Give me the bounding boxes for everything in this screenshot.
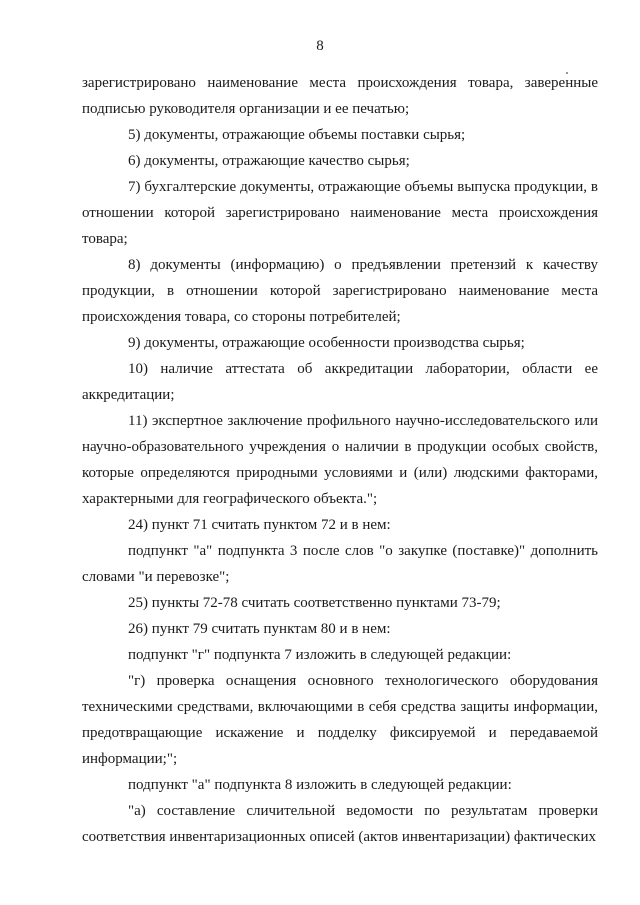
document-body	[82, 70, 598, 850]
paragraph-subpoint-a-3: подпункт "а" подпункта 3 после слов "о закупке (поставке)" дополнить словами "и перевозке";	[82, 543, 598, 585]
paragraph-item-5: 5) документы, отражающие объемы поставки сырья;	[128, 127, 466, 143]
paragraph-continuation: зарегистрировано наименование места происхождения товара, заверенные подписью руководителя организации и ее печатью;	[82, 75, 598, 117]
paragraph-item-8: 8) документы (информацию) о предъявлении претензий к качеству продукции, в отношении которой зарегистрировано наименование места происхождения товара, со стороны потребителей;	[82, 257, 598, 325]
paragraph-item-9: 9) документы, отражающие особенности производства сырья;	[128, 335, 525, 351]
paragraph-item-24: 24) пункт 71 считать пунктом 72 и в нем:	[128, 517, 391, 533]
paragraph-item-26: 26) пункт 79 считать пунктам 80 и в нем:	[128, 621, 391, 637]
paragraph-item-11: 11) экспертное заключение профильного научно-исследовательского или научно-образовательного учреждения о наличии в продукции особых свойств, которые определяются природными условиями и (или) людскими факторами, характерными для географического объекта.";	[82, 413, 598, 507]
paragraph-quote-a: "а) составление сличительной ведомости по результатам проверки соответствия инвентаризационных описей (актов инвентаризации) фактических	[82, 803, 598, 845]
paragraph-quote-g: "г) проверка оснащения основного технологического оборудования техническими средствами, включающими в себя средства защиты информации, предотвращающие искажение и подделку фиксируемой и передаваемой информации;";	[82, 673, 598, 767]
page-number: 8	[316, 38, 324, 54]
paragraph-subpoint-g-7: подпункт "г" подпункта 7 изложить в следующей редакции:	[128, 647, 512, 663]
scan-speck	[566, 72, 568, 74]
paragraph-item-7: 7) бухгалтерские документы, отражающие объемы выпуска продукции, в отношении которой зарегистрировано наименование места происхождения товара;	[82, 179, 598, 247]
paragraph-item-10: 10) наличие аттестата об аккредитации лаборатории, области ее аккредитации;	[82, 361, 598, 403]
paragraph-subpoint-a-8: подпункт "а" подпункта 8 изложить в следующей редакции:	[128, 777, 512, 793]
paragraph-item-25: 25) пункты 72-78 считать соответственно пунктами 73-79;	[128, 595, 501, 611]
paragraph-item-6: 6) документы, отражающие качество сырья;	[128, 153, 410, 169]
